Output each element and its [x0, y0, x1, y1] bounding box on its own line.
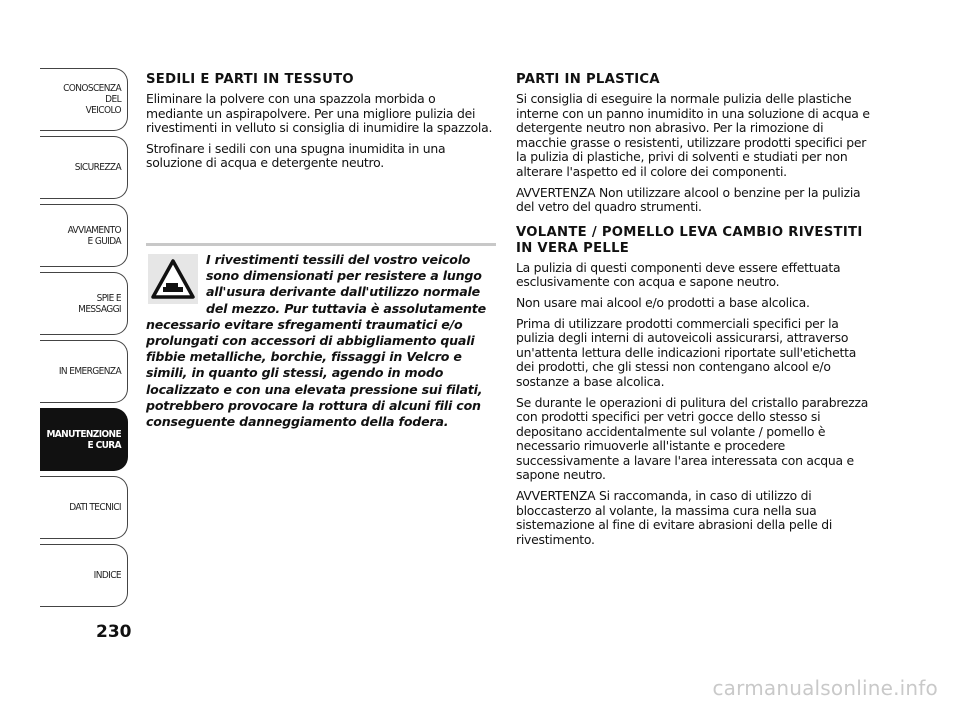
tab-manutenzione-e-cura[interactable]: MANUTENZIONE E CURA — [40, 408, 128, 471]
warning-triangle-icon — [148, 254, 198, 304]
section-heading-sedili: SEDILI E PARTI IN TESSUTO — [146, 72, 354, 87]
tab-avviamento-e-guida[interactable]: AVVIAMENTO E GUIDA — [40, 204, 128, 267]
right-column — [516, 72, 876, 553]
tab-dati-tecnici[interactable]: DATI TECNICI — [40, 476, 128, 539]
paragraph: Prima di utilizzare prodotti commerciali specifici per la pulizia degli interni di autoveicoli assicurarsi, attraverso un'attenta lettura delle indicazioni riportate sull'etichetta dei prodotti, che gli stessi non contengano alcool e/o sostanze a base alcolica. — [516, 315, 857, 389]
paragraph: La pulizia di questi componenti deve essere effettuata esclusivamente con acqua e sapone neutro. — [516, 259, 841, 290]
section-heading-plastica: PARTI IN PLASTICA — [516, 72, 660, 87]
paragraph: Si consiglia di eseguire la normale pulizia delle plastiche interne con un panno inumidito in una soluzione di acqua e detergente neutro non abrasivo. Per la rimozione di macchie grasse o resistenti, utilizzare prodotti specifici per la pulizia di plastiche, privi di solventi e studiati per non alterare l'aspetto ed il colore dei componenti. — [516, 91, 870, 179]
tab-spie-e-messaggi[interactable]: SPIE E MESSAGGI — [40, 272, 128, 335]
tab-conoscenza-del-veicolo[interactable]: CONOSCENZA DEL VEICOLO — [40, 68, 128, 131]
paragraph: Non usare mai alcool e/o prodotti a base alcolica. — [516, 294, 810, 310]
paragraph: AVVERTENZA Si raccomanda, in caso di utilizzo di bloccasterzo al volante, la massima cura nella sua sistemazione al fine di evitare abrasioni della pelle di rivestimento. — [516, 488, 833, 547]
watermark: carmanualsonline.info — [712, 676, 938, 700]
paragraph: AVVERTENZA Non utilizzare alcool o benzine per la pulizia del vetro del quadro strumenti. — [516, 184, 861, 215]
tab-indice[interactable]: INDICE — [40, 544, 128, 607]
left-column — [146, 72, 496, 177]
tab-sicurezza[interactable]: SICUREZZA — [40, 136, 128, 199]
tab-in-emergenza[interactable]: IN EMERGENZA — [40, 340, 128, 403]
page-number: 230 — [96, 622, 132, 642]
paragraph: Eliminare la polvere con una spazzola morbida o mediante un aspirapolvere. Per una migliore pulizia dei rivestimenti in velluto si consiglia di inumidire la spazzola. — [146, 91, 493, 136]
paragraph: Strofinare i sedili con una spugna inumidita in una soluzione di acqua e detergente neutro. — [146, 140, 446, 171]
paragraph: Se durante le operazioni di pulitura del cristallo parabrezza con prodotti specifici per vetri gocce dello stesso si depositano accidentalmente sul volante / pomello è necessario rimuoverle all'istante e procedere successivamente a lavare l'area interessata con acqua e sapone neutro. — [516, 394, 869, 483]
warning-note — [146, 252, 496, 430]
section-heading-volante: VOLANTE / POMELLO LEVA CAMBIO RIVESTITI IN VERA PELLE — [516, 224, 863, 256]
warning-text: I rivestimenti tessili del vostro veicolo sono dimensionati per resistere a lungo all'usura derivante dall'utilizzo normale del mezzo. Pur tuttavia è assolutamente necessario evitare sfregamenti traumatici e/o prolungati con accessori di abbigliamento quali fibbie metalliche, borchie, fissaggi in Velcro e simili, in quanto gli stessi, agendo in modo localizzato e con una elevata pressione sui filati, potrebbero provocare la rottura di alcuni fili con conseguente danneggiamento della fodera. — [146, 252, 486, 430]
section-divider — [146, 243, 496, 246]
